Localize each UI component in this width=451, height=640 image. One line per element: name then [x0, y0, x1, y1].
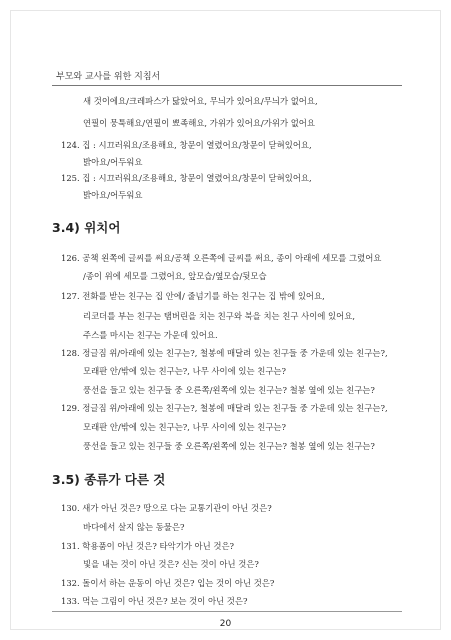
text-line: 주스를 마시는 친구는 가운데 있어요.: [83, 330, 218, 340]
text-line: 127. 전화를 받는 친구는 집 안에/ 줄넘기를 하는 친구는 집 밖에 있어요,: [61, 291, 325, 301]
text-line: 124. 집 : 시끄러워요/조용해요, 창문이 열렸어요/창문이 닫혀있어요,: [61, 140, 312, 150]
text-line: 새 것이에요/크레파스가 닳았어요, 무늬가 있어요/무늬가 없어요,: [83, 96, 318, 106]
footer-rule: [52, 611, 402, 612]
text-line: 모래판 안/밖에 있는 친구는?, 나무 사이에 있는 친구는?: [83, 422, 286, 432]
text-line: 129. 정글짐 위/아래에 있는 친구는?, 철봉에 매달려 있는 친구들 중 가운데 있는 친구는?,: [61, 403, 388, 413]
text-line: 128. 정글짐 위/아래에 있는 친구는?, 철봉에 매달려 있는 친구들 중 가운데 있는 친구는?,: [61, 348, 388, 358]
text-line: 133. 먹는 그림이 아닌 것은? 보는 것이 아닌 것은?: [61, 596, 248, 606]
text-line: 126. 공책 왼쪽에 글씨를 써요/공책 오른쪽에 글씨를 써요, 종이 아래에 세모를 그렸어요: [61, 253, 382, 263]
page-number: 20: [219, 619, 232, 629]
text-line: /종이 위에 세모를 그렸어요, 앞모습/옆모습/뒷모습: [83, 271, 267, 281]
text-line: 131. 학용품이 아닌 것은? 타악기가 아닌 것은?: [61, 541, 235, 551]
text-line: 130. 새가 아닌 것은? 땅으로 다는 교통기관이 아닌 것은?: [61, 503, 272, 513]
text-line: 연필이 뭉툭해요/연필이 뾰족해요, 가위가 있어요/가위가 없어요: [83, 118, 315, 128]
section-heading: 3.4) 위치어: [52, 220, 121, 235]
text-line: 리코더를 부는 친구는 탬버린을 치는 친구와 북을 치는 친구 사이에 있어요,: [83, 311, 355, 321]
text-line: 밝아요/어두워요: [83, 157, 143, 167]
text-line: 132. 돌이서 하는 운동이 아닌 것은? 입는 것이 아닌 것은?: [61, 578, 275, 588]
section-heading: 3.5) 종류가 다른 것: [52, 472, 166, 487]
text-line: 바다에서 살지 않는 동물은?: [83, 522, 185, 532]
text-line: 풍선을 들고 있는 친구들 중 오른쪽/왼쪽에 있는 친구는? 철봉 옆에 있는 친구는?: [83, 441, 375, 451]
text-line: 125. 집 : 시끄러워요/조용해요, 창문이 열렸어요/창문이 닫혀있어요,: [61, 173, 312, 183]
text-line: 빛을 내는 것이 아닌 것은? 신는 것이 아닌 것은?: [83, 559, 259, 569]
text-line: 모래판 안/밖에 있는 친구는?, 나무 사이에 있는 친구는?: [83, 366, 286, 376]
text-line: 밝아요/어두워요: [83, 190, 143, 200]
running-header: 부모와 교사를 위한 지침서: [56, 72, 161, 82]
text-line: 풍선을 들고 있는 친구들 중 오른쪽/왼쪽에 있는 친구는? 철봉 옆에 있는 친구는?: [83, 385, 375, 395]
header-rule: [52, 85, 402, 86]
